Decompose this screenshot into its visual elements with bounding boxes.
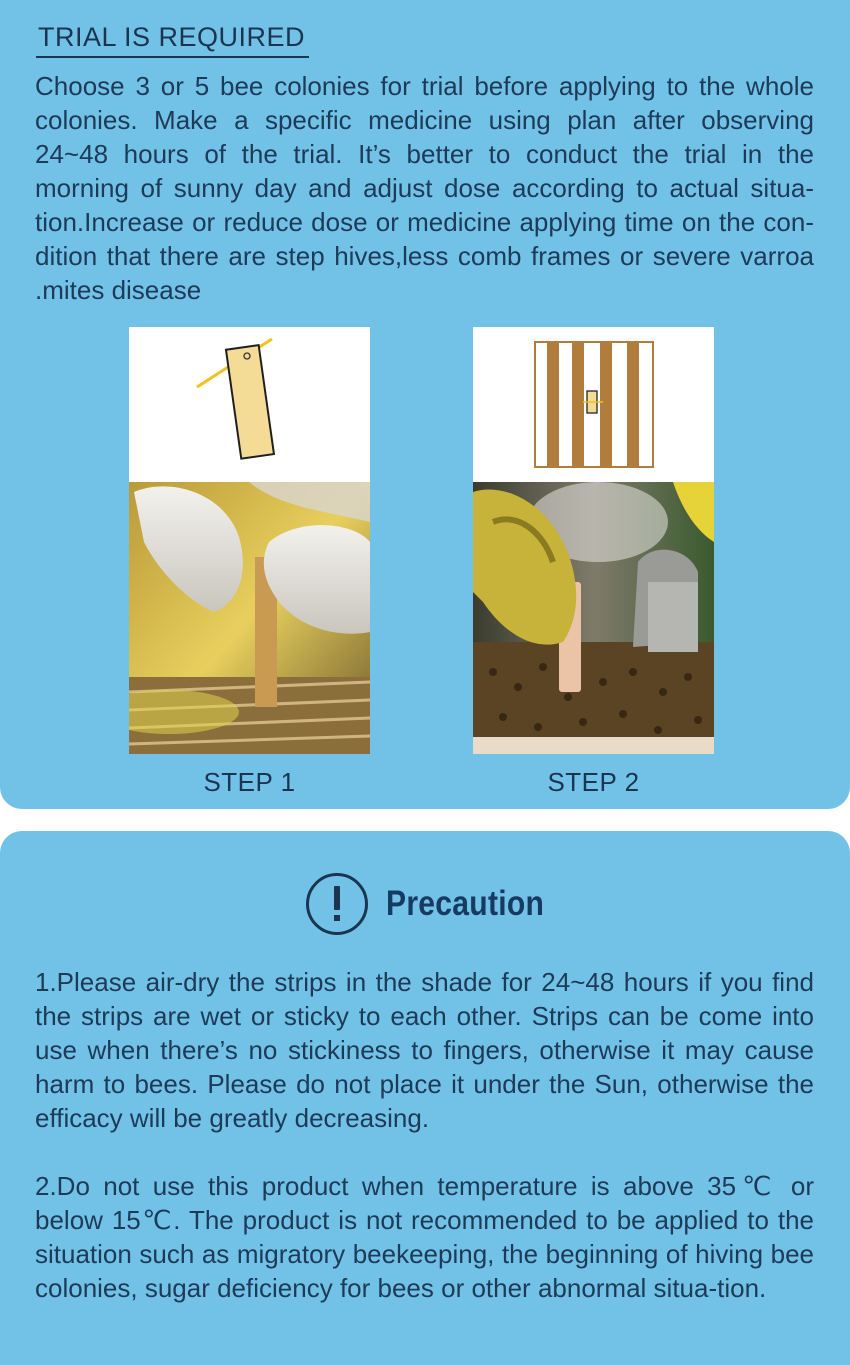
trial-heading: TRIAL IS REQUIRED bbox=[36, 22, 309, 58]
step-2 bbox=[473, 327, 714, 797]
precaution-header bbox=[306, 873, 570, 935]
step-2-label: STEP 2 bbox=[547, 767, 640, 797]
precaution-item-1: 1.Please air-dry the strips in the shade for 24~48 hours if you find the strips are wet or sticky to each other. Strips can be come into use when there’s no stickiness to fingers, otherwise it may cause harm to bees. Please do not place it under the Sun, otherwise the efficacy will be greatly decreasing. bbox=[35, 967, 814, 1133]
strip-hanging-diagram bbox=[129, 327, 370, 482]
step-2-photo bbox=[473, 482, 714, 754]
exclamation-circle-icon bbox=[306, 873, 368, 935]
precaution-title: Precaution bbox=[386, 884, 545, 923]
step-1-photo bbox=[129, 482, 370, 754]
strip-in-frames-diagram bbox=[473, 327, 714, 482]
step-1 bbox=[129, 327, 370, 797]
precaution-item-2: 2.Do not use this product when temperature is above 35℃ or below 15℃. The product is not recommended to be applied to the situation such as migratory beekeeping, the beginning of hiving bee colonies, sugar deficiency for bees or other abnormal situa-tion. bbox=[35, 1171, 814, 1303]
trial-description: Choose 3 or 5 bee colonies for trial before applying to the whole colonies. Make a specific medicine using plan after observing 24~48 hours of the trial. It’s better to conduct the trial in the morning of sunny day and adjust dose according to actual situa-tion.Increase or reduce dose or medicine applying time on the con-dition that there are step hives,less comb frames or severe varroa .mites disease bbox=[35, 71, 814, 305]
step-1-label: STEP 1 bbox=[203, 767, 296, 797]
